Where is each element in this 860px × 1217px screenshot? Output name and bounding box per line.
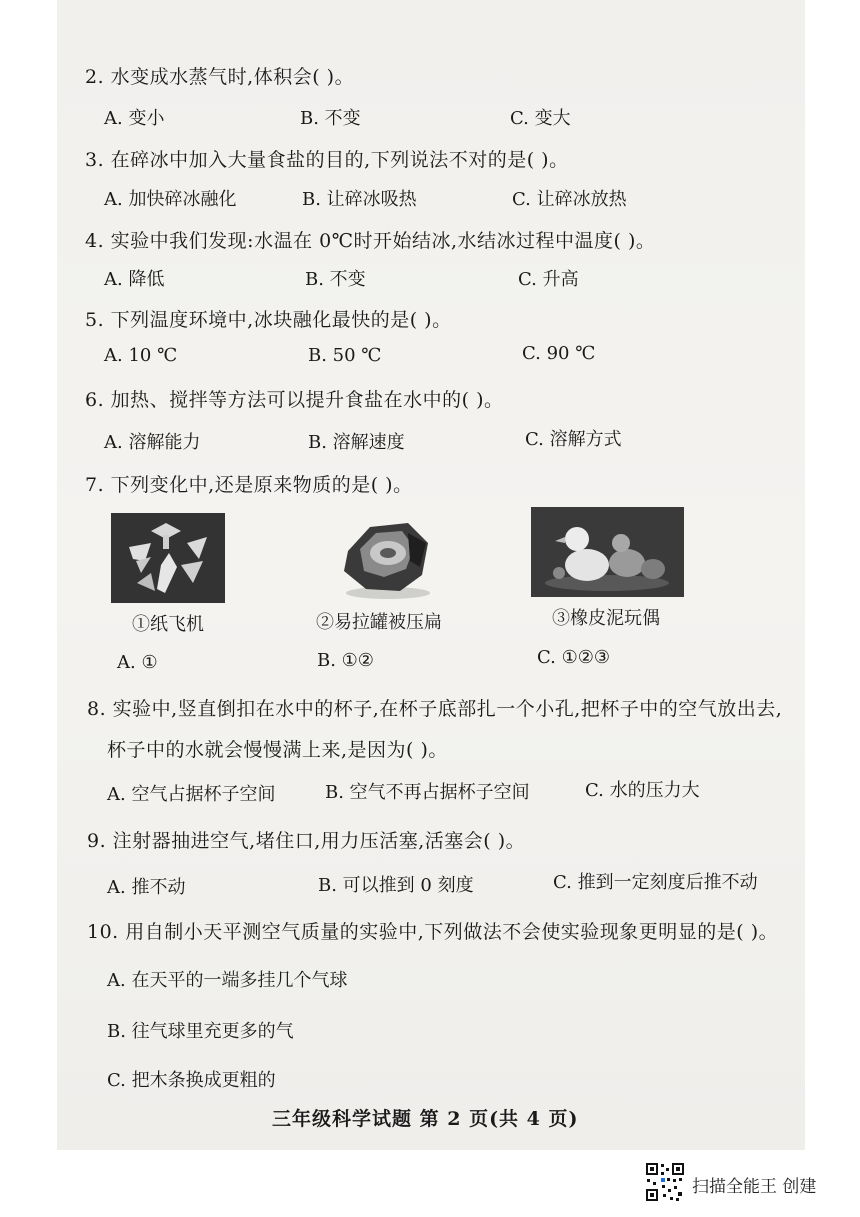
- question-7-option-c: C. ①②③: [537, 647, 610, 668]
- question-8-option-b: B. 空气不再占据杯子空间: [325, 782, 530, 803]
- clay-doll-caption: ③橡皮泥玩偶: [552, 608, 660, 629]
- question-6-stem: 6. 加热、搅拌等方法可以提升食盐在水中的( )。: [85, 389, 504, 411]
- question-2-stem: 2. 水变成水蒸气时,体积会( )。: [85, 66, 355, 88]
- question-3-stem: 3. 在碎冰中加入大量食盐的目的,下列说法不对的是( )。: [85, 149, 569, 171]
- question-5-option-b: B. 50 ℃: [308, 345, 382, 366]
- paper-plane-photo: [111, 513, 225, 603]
- question-9-option-b: B. 可以推到 0 刻度: [318, 875, 474, 896]
- question-8-stem-line-1: 8. 实验中,竖直倒扣在水中的杯子,在杯子底部扎一个小孔,把杯子中的空气放出去,: [87, 698, 783, 720]
- question-8-option-a: A. 空气占据杯子空间: [107, 784, 276, 805]
- question-3-option-c: C. 让碎冰放热: [512, 189, 627, 210]
- question-2-option-a: A. 变小: [104, 108, 165, 129]
- crushed-can-photo: [330, 513, 442, 603]
- question-8-stem-line-2: 杯子中的水就会慢慢满上来,是因为( )。: [107, 739, 448, 761]
- question-9-option-a: A. 推不动: [107, 877, 186, 898]
- question-3-option-b: B. 让碎冰吸热: [302, 189, 417, 210]
- question-8-option-c: C. 水的压力大: [585, 780, 700, 801]
- question-6-option-b: B. 溶解速度: [308, 432, 405, 453]
- scanner-watermark-label: 扫描全能王 创建: [692, 1177, 817, 1197]
- qr-code-icon: [645, 1162, 685, 1202]
- question-4-option-b: B. 不变: [305, 269, 366, 290]
- question-5-option-c: C. 90 ℃: [522, 343, 596, 364]
- page-margin: [0, 0, 57, 1150]
- question-10-stem: 10. 用自制小天平测空气质量的实验中,下列做法不会使实验现象更明显的是( )。: [87, 921, 779, 943]
- clay-doll-photo: [531, 507, 684, 597]
- question-9-option-c: C. 推到一定刻度后推不动: [553, 872, 758, 893]
- question-10-option-c: C. 把木条换成更粗的: [107, 1070, 276, 1091]
- question-5-option-a: A. 10 ℃: [104, 345, 178, 366]
- crushed-can-caption: ②易拉罐被压扁: [316, 612, 442, 633]
- question-7-option-b: B. ①②: [317, 650, 374, 671]
- paper-plane-caption: ①纸飞机: [132, 614, 204, 635]
- question-4-option-c: C. 升高: [518, 269, 579, 290]
- question-5-stem: 5. 下列温度环境中,冰块融化最快的是( )。: [85, 309, 452, 331]
- question-4-option-a: A. 降低: [104, 269, 165, 290]
- question-9-stem: 9. 注射器抽进空气,堵住口,用力压活塞,活塞会( )。: [87, 830, 526, 852]
- question-7-stem: 7. 下列变化中,还是原来物质的是( )。: [85, 474, 413, 496]
- question-2-option-c: C. 变大: [510, 108, 571, 129]
- page-footer: 三年级科学试题 第 2 页(共 4 页): [272, 1108, 579, 1130]
- question-7-option-a: A. ①: [117, 652, 158, 673]
- question-10-option-b: B. 往气球里充更多的气: [107, 1021, 294, 1042]
- question-10-option-a: A. 在天平的一端多挂几个气球: [107, 970, 348, 991]
- question-4-stem: 4. 实验中我们发现:水温在 0℃时开始结冰,水结冰过程中温度( )。: [85, 230, 656, 252]
- question-3-option-a: A. 加快碎冰融化: [104, 189, 237, 210]
- question-2-option-b: B. 不变: [300, 108, 361, 129]
- question-6-option-c: C. 溶解方式: [525, 429, 622, 450]
- question-6-option-a: A. 溶解能力: [104, 432, 201, 453]
